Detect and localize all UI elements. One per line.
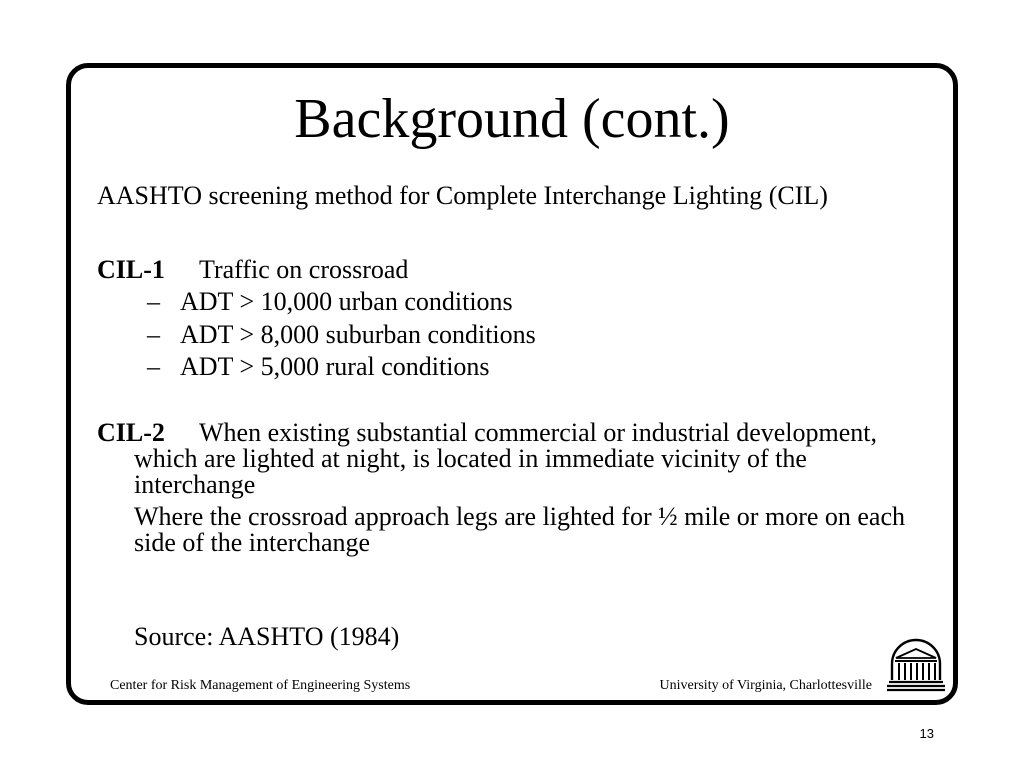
cil1-bullet-suburban: ADT > 8,000 suburban conditions <box>180 320 536 349</box>
intro-text: AASHTO screening method for Complete Interchange Lighting (CIL) <box>97 181 828 210</box>
cil2-paragraph1-line: interchange <box>134 470 256 499</box>
cil1-bullet-urban: ADT > 10,000 urban conditions <box>180 287 513 316</box>
rotunda-logo-icon <box>886 634 946 692</box>
cil2-paragraph2-line: Where the crossroad approach legs are lighted for ½ mile or more on each <box>134 502 906 531</box>
cil1-bullet-rural: ADT > 5,000 rural conditions <box>180 352 490 381</box>
source-citation: Source: AASHTO (1984) <box>134 622 400 651</box>
cil1-text: Traffic on crossroad <box>199 255 409 284</box>
bullet-marker: – <box>147 352 160 381</box>
cil2-paragraph1-line: which are lighted at night, is located in immediate vicinity of the <box>134 444 807 473</box>
bullet-marker: – <box>147 320 160 349</box>
footer-university: University of Virginia, Charlottesville <box>659 678 872 693</box>
cil2-paragraph2-line: side of the interchange <box>134 528 371 557</box>
cil1-label: CIL-1 <box>97 255 165 284</box>
footer-organization: Center for Risk Management of Engineering Systems <box>110 678 411 693</box>
cil2-paragraph1-line: When existing substantial commercial or industrial development, <box>199 418 877 447</box>
slide-title: Background (cont.) <box>294 88 730 150</box>
cil2-label: CIL-2 <box>97 418 165 447</box>
page-number: 13 <box>919 726 934 741</box>
bullet-marker: – <box>147 287 160 316</box>
slide-frame <box>66 63 958 705</box>
